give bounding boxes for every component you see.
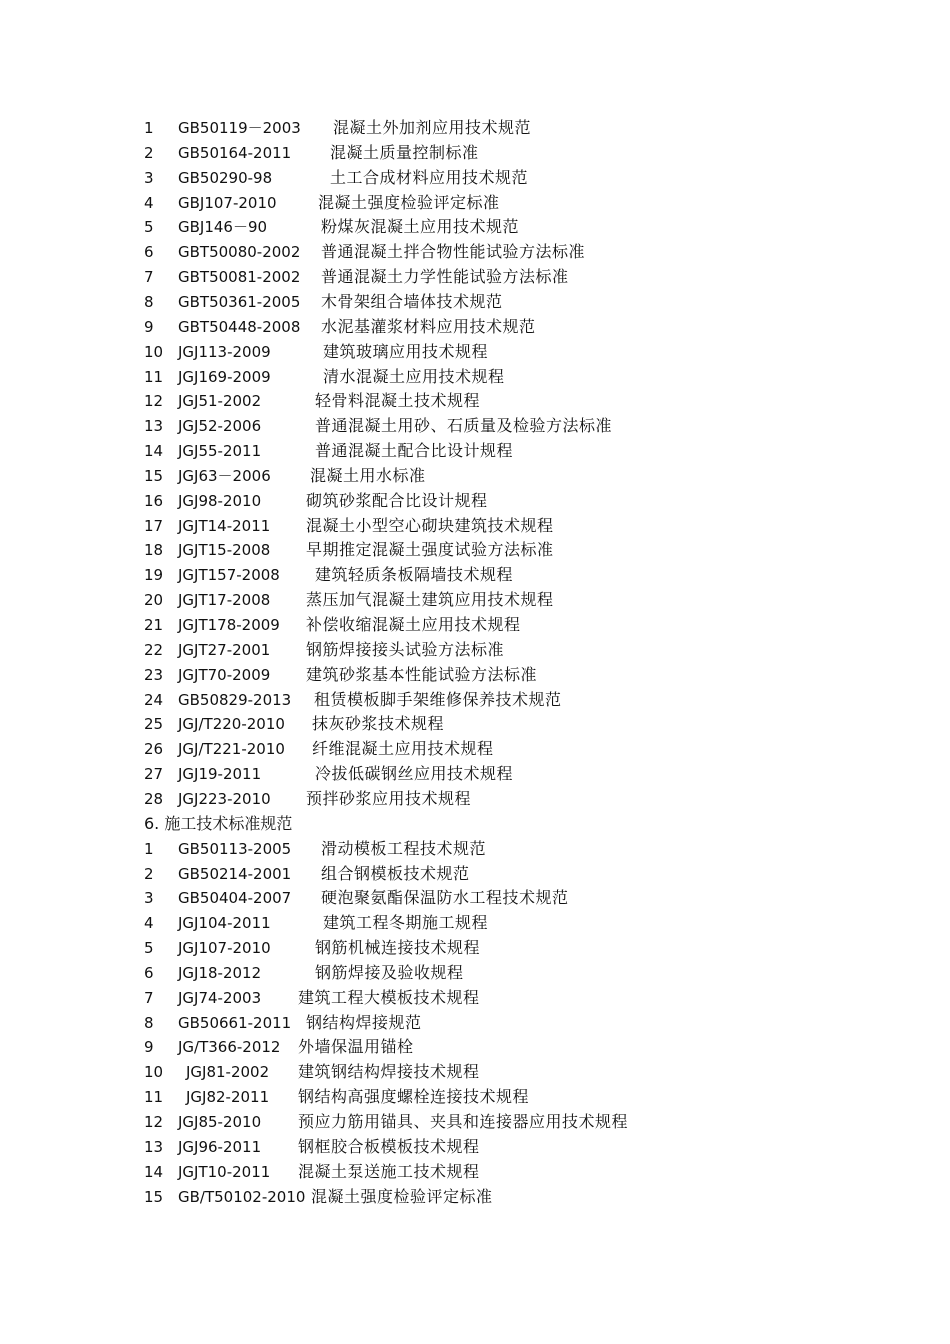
item-number: 22 — [144, 640, 164, 659]
standard-title: 砌筑砂浆配合比设计规程 — [306, 490, 488, 510]
item-number: 27 — [144, 765, 164, 784]
item-number: 28 — [144, 789, 164, 808]
item-number: 20 — [144, 591, 164, 610]
item-number: 7 — [144, 268, 154, 287]
standard-code: JGJT70-2009 — [178, 665, 271, 684]
standard-code: GBT50448-2008 — [178, 317, 301, 336]
standard-code: GB50119－2003 — [178, 119, 301, 137]
item-number: 3 — [144, 168, 154, 187]
standard-code: JGJ85-2010 — [178, 1113, 262, 1131]
standard-title: 混凝土用水标准 — [310, 465, 426, 485]
standard-code: JGJT10-2011 — [178, 1162, 271, 1181]
standard-code: GB50214-2001 — [178, 864, 292, 883]
standard-title: 预应力筋用锚具、夹具和连接器应用技术规程 — [298, 1112, 629, 1131]
item-number: 2 — [144, 143, 154, 162]
standard-code: JGJ/T221-2010 — [178, 740, 285, 759]
standard-code: GB50290-98 — [178, 168, 273, 187]
standard-code: GB50164-2011 — [178, 143, 292, 162]
standard-title: 钢框胶合板模板技术规程 — [298, 1136, 480, 1156]
standard-title: 粉煤灰混凝土应用技术规范 — [321, 217, 520, 237]
item-number: 6 — [144, 243, 154, 262]
item-number: 11 — [144, 367, 164, 386]
standard-code: JGJT15-2008 — [178, 541, 271, 560]
item-number: 8 — [144, 1013, 154, 1032]
standard-title: 补偿收缩混凝土应用技术规程 — [306, 615, 521, 634]
standard-title: 预拌砂浆应用技术规程 — [306, 788, 472, 808]
item-number: 13 — [144, 1137, 164, 1156]
item-number: 9 — [144, 1038, 154, 1057]
standard-title: 混凝土小型空心砌块建筑技术规程 — [306, 515, 554, 535]
standard-title: 钢筋焊接及验收规程 — [315, 962, 464, 982]
standard-title: 钢结构高强度螺栓连接技术规程 — [298, 1087, 530, 1107]
item-number: 10 — [144, 342, 164, 361]
standard-title: 土工合成材料应用技术规范 — [330, 167, 529, 187]
standard-title: 硬泡聚氨酯保温防水工程技术规范 — [321, 888, 569, 908]
standard-code: JGJ98-2010 — [178, 491, 262, 510]
standard-code: GBT50080-2002 — [178, 243, 301, 262]
standard-title: 混凝土外加剂应用技术规范 — [333, 118, 532, 137]
item-number: 18 — [144, 541, 164, 560]
standard-code: JGJ223-2010 — [178, 789, 271, 808]
standard-code: JGJ81-2002 — [186, 1063, 270, 1082]
standard-code: JGJT178-2009 — [178, 616, 280, 634]
standard-title: 建筑轻质条板隔墙技术规程 — [315, 565, 514, 585]
item-number: 17 — [144, 516, 164, 535]
standard-title: 组合钢模板技术规范 — [321, 863, 470, 883]
item-number: 9 — [144, 317, 154, 336]
standard-title: 混凝土泵送施工技术规程 — [298, 1161, 480, 1181]
standard-code: JGJ74-2003 — [178, 988, 262, 1007]
standard-code: GB50661-2011 — [178, 1013, 292, 1032]
standard-title: 普通混凝土力学性能试验方法标准 — [321, 267, 569, 287]
item-number: 24 — [144, 690, 164, 709]
item-number: 12 — [144, 392, 164, 411]
item-number: 12 — [144, 1113, 164, 1131]
section-heading: 6. 施工技术标准规范 — [144, 813, 293, 833]
standard-title: 混凝土强度检验评定标准 — [311, 1186, 493, 1206]
standard-code: JGJ104-2011 — [178, 914, 271, 933]
standard-code: JG/T366-2012 — [178, 1038, 281, 1057]
standard-title: 早期推定混凝土强度试验方法标准 — [306, 540, 554, 560]
standard-title: 轻骨料混凝土技术规程 — [315, 391, 481, 411]
standard-title: 普通混凝土配合比设计规程 — [315, 441, 514, 461]
item-number: 8 — [144, 292, 154, 311]
standard-code: GB50829-2013 — [178, 690, 292, 709]
standard-code: JGJ55-2011 — [178, 442, 262, 461]
item-number: 14 — [144, 442, 164, 461]
item-number: 1 — [144, 839, 154, 858]
standard-code: GBJ146－90 — [178, 218, 268, 237]
standard-code: JGJ113-2009 — [178, 342, 271, 361]
standard-code: JGJ107-2010 — [178, 939, 271, 958]
standard-title: 钢筋机械连接技术规程 — [315, 938, 481, 958]
item-number: 25 — [144, 715, 164, 734]
standard-code: JGJ82-2011 — [186, 1088, 270, 1107]
standard-code: GB50404-2007 — [178, 889, 292, 908]
standard-title: 纤维混凝土应用技术规程 — [312, 739, 494, 759]
item-number: 26 — [144, 740, 164, 759]
standard-title: 钢筋焊接接头试验方法标准 — [306, 639, 505, 659]
standard-code: JGJT157-2008 — [178, 566, 280, 585]
standard-title: 租赁模板脚手架维修保养技术规范 — [314, 689, 562, 709]
standard-title: 抹灰砂浆技术规程 — [312, 714, 445, 734]
standard-title: 木骨架组合墙体技术规范 — [321, 291, 503, 311]
item-number: 1 — [144, 119, 154, 137]
standard-title: 外墙保温用锚栓 — [298, 1037, 414, 1057]
item-number: 6 — [144, 963, 154, 982]
standard-title: 清水混凝土应用技术规程 — [323, 366, 505, 386]
item-number: 2 — [144, 864, 154, 883]
standard-title: 蒸压加气混凝土建筑应用技术规程 — [306, 590, 554, 610]
standard-code: JGJ19-2011 — [178, 765, 262, 784]
standard-title: 滑动模板工程技术规范 — [321, 838, 487, 858]
item-number: 15 — [144, 466, 164, 485]
standard-code: JGJ96-2011 — [178, 1137, 262, 1156]
standard-title: 混凝土质量控制标准 — [330, 142, 479, 162]
standard-code: JGJT14-2011 — [178, 516, 271, 535]
standard-code: GBT50361-2005 — [178, 292, 301, 311]
standard-code: GBT50081-2002 — [178, 268, 301, 287]
item-number: 16 — [144, 491, 164, 510]
item-number: 3 — [144, 889, 154, 908]
standard-title: 普通混凝土用砂、石质量及检验方法标准 — [315, 416, 613, 436]
standard-code: JGJT17-2008 — [178, 591, 271, 610]
item-number: 11 — [144, 1088, 164, 1107]
item-number: 21 — [144, 616, 164, 634]
standard-code: JGJT27-2001 — [178, 640, 271, 659]
standard-code: JGJ169-2009 — [178, 367, 271, 386]
item-number: 4 — [144, 914, 154, 933]
standard-code: GB/T50102-2010 — [178, 1187, 306, 1206]
standard-title: 建筑工程冬期施工规程 — [323, 913, 489, 933]
standard-code: JGJ63－2006 — [178, 466, 271, 485]
standard-title: 普通混凝土拌合物性能试验方法标准 — [321, 242, 586, 262]
item-number: 7 — [144, 988, 154, 1007]
item-number: 5 — [144, 218, 154, 237]
standard-code: JGJ52-2006 — [178, 417, 262, 436]
standard-title: 冷拔低碳钢丝应用技术规程 — [315, 764, 514, 784]
item-number: 19 — [144, 566, 164, 585]
standard-title: 混凝土强度检验评定标准 — [318, 192, 500, 212]
item-number: 23 — [144, 665, 164, 684]
standard-code: GBJ107-2010 — [178, 193, 277, 212]
standard-title: 钢结构焊接规范 — [306, 1012, 422, 1032]
standard-title: 建筑钢结构焊接技术规程 — [298, 1062, 480, 1082]
item-number: 13 — [144, 417, 164, 436]
item-number: 15 — [144, 1187, 164, 1206]
item-number: 14 — [144, 1162, 164, 1181]
standard-code: JGJ/T220-2010 — [178, 715, 285, 734]
standard-title: 水泥基灌浆材料应用技术规范 — [321, 316, 536, 336]
item-number: 10 — [144, 1063, 164, 1082]
standard-title: 建筑玻璃应用技术规程 — [323, 341, 489, 361]
standard-title: 建筑工程大模板技术规程 — [298, 987, 480, 1007]
standard-title: 建筑砂浆基本性能试验方法标准 — [306, 664, 538, 684]
item-number: 5 — [144, 939, 154, 958]
standard-code: JGJ18-2012 — [178, 963, 262, 982]
standard-code: GB50113-2005 — [178, 839, 292, 858]
standard-code: JGJ51-2002 — [178, 392, 262, 411]
item-number: 4 — [144, 193, 154, 212]
